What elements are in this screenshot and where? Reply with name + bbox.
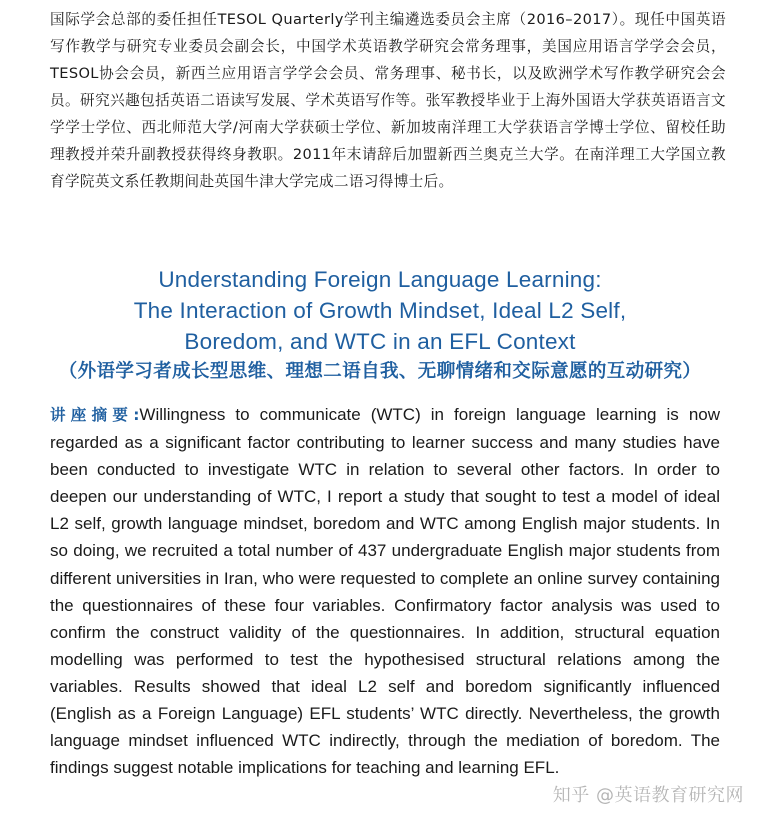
lecture-title-line-3: Boredom, and WTC in an EFL Context: [184, 329, 576, 354]
author-bio-paragraph: 国际学会总部的委任担任TESOL Quarterly学刊主编遴选委员会主席（2016–2017）。现任中国英语写作教学与研究专业委员会副会长，中国学术英语教学研究会常务理事，美国应用语言学学会会员，TESOL协会会员，新西兰应用语言学学会会员、常务理事、秘书长，以及欧洲学术写作教学研究会会员。研究兴趣包括英语二语读写发展、学术英语写作等。张军教授毕业于上海外国语大学获英语语言文学学士学位、西北师范大学/河南大学获硕士学位、新加坡南洋理工大学获语言学博士学位、留校任助理教授并荣升副教授获得终身教职。2011年末请辞后加盟新西兰奥克兰大学。在南洋理工大学国立教育学院英文系任教期间赴英国牛津大学完成二语习得博士后。: [50, 11, 726, 190]
abstract-label: 讲座摘要:: [50, 406, 140, 424]
lecture-title-line-2: The Interaction of Growth Mindset, Ideal L2 Self,: [133, 298, 627, 323]
abstract-text: Willingness to communicate (WTC) in foreign language learning is now regarded as a significant factor contributing to learner success and many studies have been conducted to investigate WTC in relation to several other factors. In order to deepen our understanding of WTC, I report a study that sought to test a model of ideal L2 self, growth language mindset, boredom and WTC among English major students. In so doing, we recruited a total number of 437 undergraduate English major students from different universities in Iran, who were requested to complete an online survey containing the questionnaires of these four variables. Confirmatory factor analysis was used to confirm the construct validity of the questionnaires. In addition, structural equation modelling was performed to test the hypothesised structural relations among the variables. Results showed that ideal L2 self and boredom significantly influenced (English as a Foreign Language) EFL students’ WTC directly. Nevertheless, the growth language mindset influenced WTC indirectly, through the mediation of boredom. The findings suggest notable implications for teaching and learning EFL.: [50, 405, 721, 778]
lecture-title-block: [0, 264, 760, 387]
watermark: 知乎 @英语教育研究网: [552, 785, 744, 806]
lecture-abstract: [50, 401, 720, 781]
lecture-title-line-1: Understanding Foreign Language Learning:: [158, 267, 602, 292]
lecture-title-chinese: （外语学习者成长型思维、理想二语自我、无聊情绪和交际意愿的互动研究）: [58, 361, 702, 382]
